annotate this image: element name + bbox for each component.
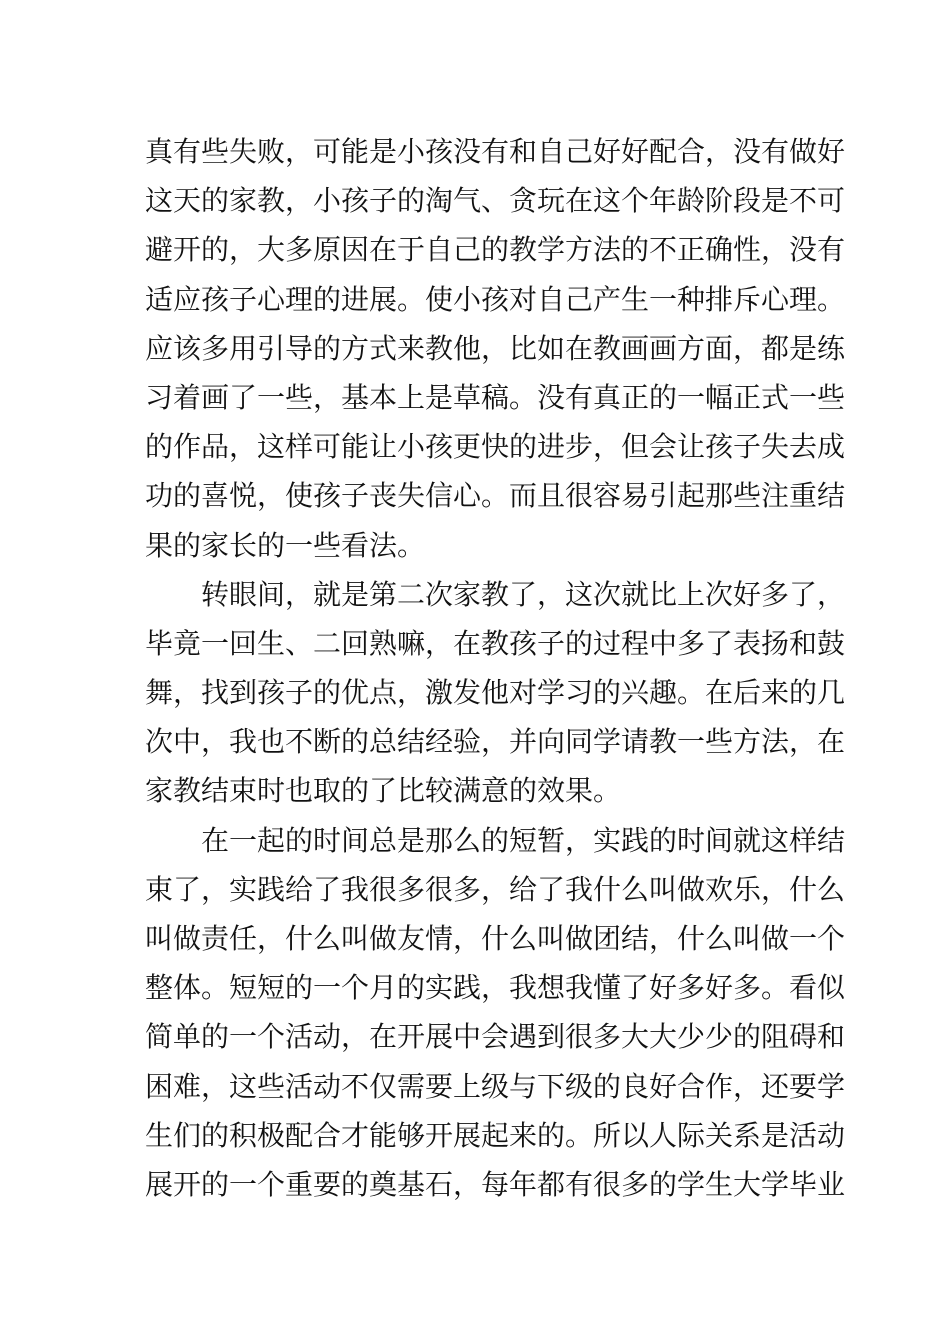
text-line: 束了，实践给了我很多很多，给了我什么叫做欢乐，什么 [145, 872, 846, 906]
text-line: 这天的家教，小孩子的淘气、贪玩在这个年龄阶段是不可 [145, 184, 846, 218]
text-line: 家教结束时也取的了比较满意的效果。 [145, 774, 622, 808]
text-line: 在一起的时间总是那么的短暂，实践的时间就这样结 [201, 823, 846, 857]
text-line: 适应孩子心理的进展。使小孩对自己产生一种排斥心理。 [145, 282, 846, 316]
text-line: 叫做责任，什么叫做友情，什么叫做团结，什么叫做一个 [145, 922, 846, 955]
text-line: 次中，我也不断的总结经验，并向同学请教一些方法，在 [145, 725, 846, 759]
text-line: 整体。短短的一个月的实践，我想我懂了好多好多。看似 [145, 971, 846, 1005]
text-line: 简单的一个活动，在开展中会遇到很多大大少少的阻碍和 [145, 1020, 846, 1054]
text-line: 习着画了一些，基本上是草稿。没有真正的一幅正式一些 [145, 380, 846, 414]
text-line: 展开的一个重要的奠基石，每年都有很多的学生大学毕业 [145, 1167, 846, 1201]
text-line: 功的喜悦，使孩子丧失信心。而且很容易引起那些注重结 [145, 479, 846, 513]
text-line: 果的家长的一些看法。 [145, 528, 426, 562]
text-line: 应该多用引导的方式来教他，比如在教画画方面，都是练 [145, 331, 846, 365]
text-line: 真有些失败，可能是小孩没有和自己好好配合，没有做好 [145, 135, 846, 168]
text-line: 转眼间，就是第二次家教了，这次就比上次好多了， [201, 577, 846, 611]
body-text [145, 127, 846, 1209]
text-line: 避开的，大多原因在于自己的教学方法的不正确性，没有 [145, 233, 846, 267]
text-line: 困难，这些活动不仅需要上级与下级的良好合作，还要学 [145, 1069, 846, 1103]
text-line: 毕竟一回生、二回熟嘛，在教孩子的过程中多了表扬和鼓 [145, 626, 846, 660]
text-line: 舞，找到孩子的优点，激发他对学习的兴趣。在后来的几 [145, 676, 846, 710]
text-line: 的作品，这样可能让小孩更快的进步，但会让孩子失去成 [145, 430, 846, 464]
text-line: 生们的积极配合才能够开展起来的。所以人际关系是活动 [145, 1118, 846, 1152]
